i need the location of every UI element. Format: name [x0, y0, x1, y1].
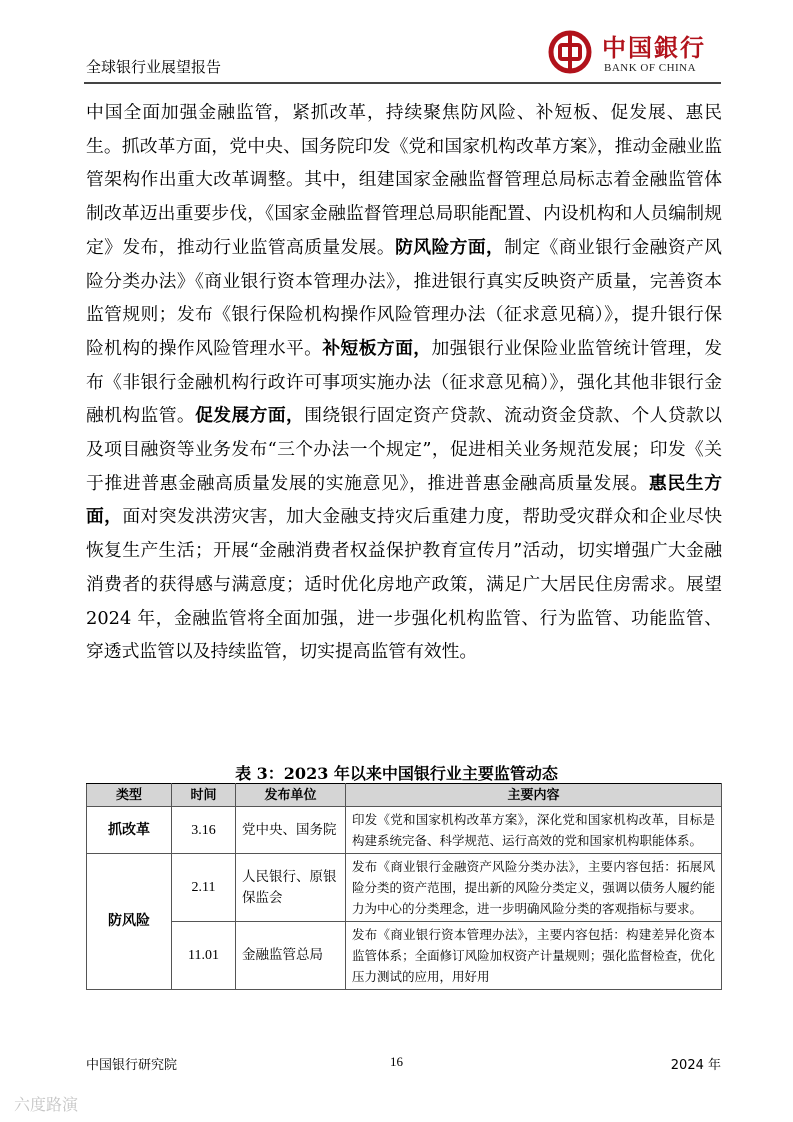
paragraph-intro: 中国全面加强金融监管，紧抓改革，持续聚焦防风险、补短板、促发展、惠民生。抓改革方面，党中央、国务院印发《党和国家机构改革方案》，推动金融业监管架构作出重大改革调整。其中，组建国家金融监督管理总局标志着金融监管体制改革迈出重要步伐，《国家金融监督管理总局职能配置、内设机构和人员编制规定》发布，推动行业监管高质量发展。 — [86, 102, 722, 258]
row-category: 抓改革 — [87, 807, 172, 854]
logo-chinese-text: 中国銀行 — [602, 33, 706, 62]
paragraph-development: 围绕银行固定资产贷款、流动资金贷款、个人贷款以及项目融资等业务发布“三个办法一个规定”，促进相关业务规范发展；印发《关于推进普惠金融高质量发展的实施意见》，推进普惠金融高质量发展。 — [86, 405, 722, 494]
bank-of-china-emblem-icon — [548, 30, 592, 74]
row-content: 发布《商业银行金融资产风险分类办法》，主要内容包括：拓展风险分类的资产范围，提出新的风险分类定义，强调以债务人履约能力为中心的分类理念，进一步明确风险分类的客观指标与要求。 — [346, 854, 722, 922]
column-header-content: 主要内容 — [346, 784, 722, 807]
body-paragraph — [86, 96, 722, 669]
paragraph-shortcomings: 加强银行业保险业监管统计管理，发布《非银行金融机构行政许可事项实施办法（征求意见稿）》，强化其他非银行金融机构监管。 — [86, 337, 722, 427]
column-header-issuer: 发布单位 — [236, 784, 346, 807]
heading-development: 促发展方面， — [195, 405, 305, 427]
footer-organization: 中国银行研究院 — [86, 1058, 178, 1073]
row-content: 印发《党和国家机构改革方案》，深化党和国家机构改革，目标是构建系统完备、科学规范、运行高效的党和国家机构职能体系。 — [346, 807, 722, 854]
table-caption: 表 3：2023 年以来中国银行业主要监管动态 — [235, 764, 558, 783]
row-date: 11.01 — [172, 922, 236, 990]
footer-page-number: 16 — [390, 1054, 403, 1069]
report-title: 全球银行业展望报告 — [86, 58, 222, 76]
paragraph-risk-prevention: 制定《商业银行金融资产风险分类办法》《商业银行资本管理办法》，推进银行真实反映资产质量，完善资本监管规则；发布《银行保险机构操作风险管理办法（征求意见稿）》，提升银行保险机构的操作风险管理水平。 — [86, 236, 722, 359]
row-content: 发布《商业银行资本管理办法》，主要内容包括：构建差异化资本监管体系；全面修订风险加权资产计量规则；强化监督检查，优化压力测试的应用，用好用 — [346, 922, 722, 990]
header-divider — [84, 82, 721, 84]
heading-shortcomings: 补短板方面， — [322, 337, 432, 359]
table-header-row — [87, 784, 722, 807]
regulation-table — [86, 783, 722, 990]
paragraph-livelihood: 面对突发洪涝灾害，加大金融支持灾后重建力度，帮助受灾群众和企业尽快恢复生产生活；开展“金融消费者权益保护教育宣传月”活动，切实增强广大金融消费者的获得感与满意度；适时优化房地产政策，满足广大居民住房需求。展望 2024 年，金融监管将全面加强，进一步强化机构监管、行为监管、功能监管、穿透式监管以及持续监管，切实提高监管有效性。 — [86, 506, 722, 663]
column-header-category: 类型 — [87, 784, 172, 807]
footer-year: 2024 年 — [670, 1058, 721, 1073]
row-issuer: 党中央、国务院 — [236, 807, 346, 854]
row-issuer: 人民银行、原银保监会 — [236, 854, 346, 922]
heading-livelihood: 惠民生方面， — [86, 472, 722, 528]
row-issuer: 金融监管总局 — [236, 922, 346, 990]
column-header-date: 时间 — [172, 784, 236, 807]
table-row — [87, 807, 722, 854]
logo-english-text: BANK OF CHINA — [604, 62, 697, 74]
row-date: 3.16 — [172, 807, 236, 854]
table-row — [87, 854, 722, 922]
table-row — [87, 922, 722, 990]
watermark: 六度路演 — [14, 1095, 79, 1114]
bank-logo — [548, 26, 718, 82]
row-category: 防风险 — [87, 854, 172, 990]
heading-risk-prevention: 防风险方面， — [395, 236, 505, 258]
row-date: 2.11 — [172, 854, 236, 922]
